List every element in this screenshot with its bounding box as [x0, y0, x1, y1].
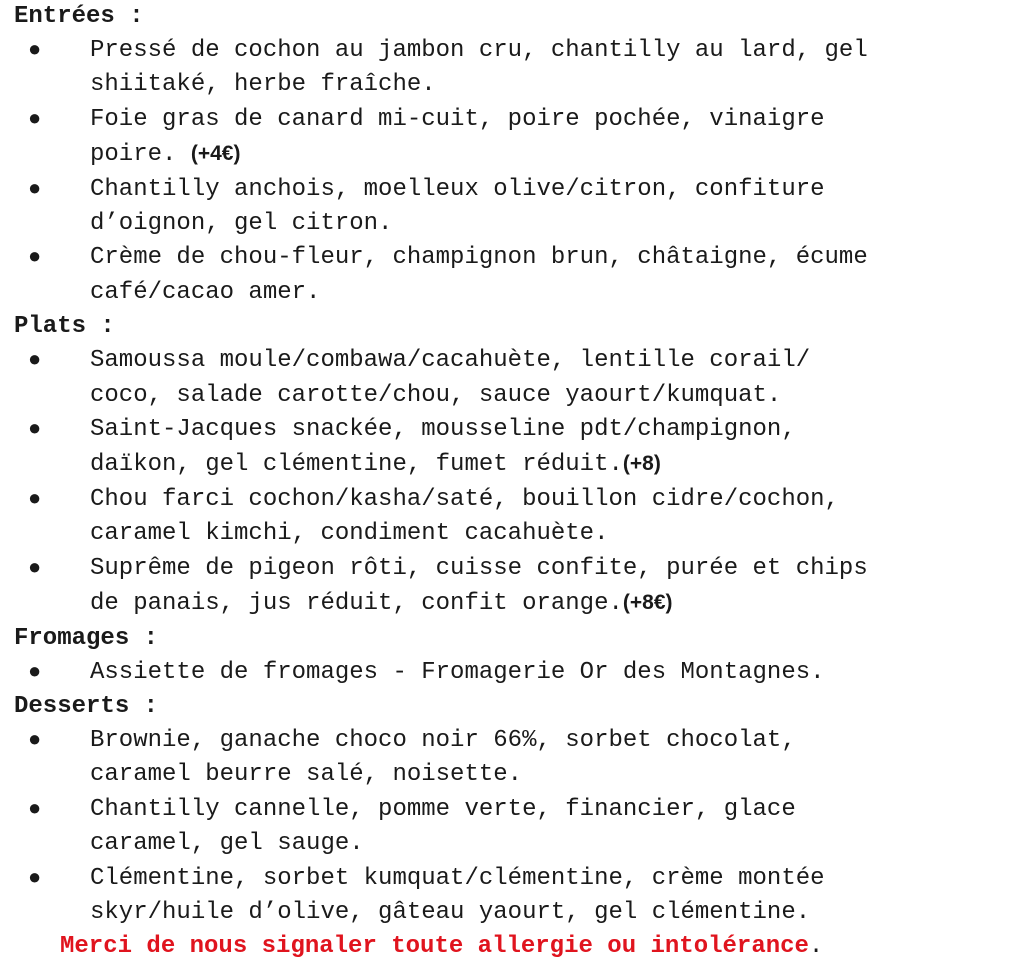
- item-price: (+4€): [190, 142, 241, 166]
- bullet-icon: ●: [28, 659, 42, 685]
- section-colon: :: [129, 692, 159, 720]
- bullet-icon: ●: [28, 486, 42, 512]
- allergy-notice: [0, 930, 1024, 964]
- menu-item: [0, 656, 1024, 690]
- item-list: [0, 724, 1024, 930]
- menu-item: [0, 724, 1024, 793]
- section-colon: :: [129, 624, 159, 652]
- bullet-icon: ●: [28, 176, 42, 202]
- section-entrees: [0, 0, 1024, 310]
- menu-item: [0, 552, 1024, 622]
- item-text: Crème de chou-fleur, champignon brun, châtaigne, écume café/cacao amer.: [90, 244, 868, 306]
- section-colon: :: [114, 3, 144, 30]
- menu-item: [0, 241, 1024, 310]
- item-price: (+8): [622, 452, 661, 476]
- item-text: Chantilly cannelle, pomme verte, financier, glace caramel, gel sauge.: [90, 795, 796, 858]
- item-text: Foie gras de canard mi-cuit, poire pochée, vinaigre poire.: [90, 105, 825, 169]
- bullet-icon: ●: [28, 555, 42, 581]
- item-text: Assiette de fromages - Fromagerie Or des Montagnes.: [90, 658, 825, 686]
- item-list: [0, 34, 1024, 310]
- menu-item: [0, 483, 1024, 552]
- menu-item: [0, 103, 1024, 173]
- item-list: [0, 344, 1024, 621]
- item-list: [0, 656, 1024, 690]
- bullet-icon: ●: [28, 865, 42, 891]
- menu-item: [0, 793, 1024, 862]
- section-heading: [0, 690, 1024, 724]
- section-colon: :: [86, 313, 115, 341]
- section-plats: [0, 310, 1024, 621]
- bullet-icon: ●: [28, 38, 42, 63]
- item-text: Chou farci cochon/kasha/saté, bouillon cidre/cochon, caramel kimchi, condiment cacahuète.: [90, 485, 839, 548]
- menu-item: [0, 173, 1024, 242]
- bullet-icon: ●: [28, 727, 42, 753]
- item-text: Suprême de pigeon rôti, cuisse confite, purée et chips de panais, jus réduit, confit orange.: [90, 554, 868, 618]
- section-heading: [0, 622, 1024, 656]
- menu-item: [0, 344, 1024, 413]
- item-text: Pressé de cochon au jambon cru, chantilly au lard, gel shiitaké, herbe fraîche.: [90, 37, 868, 99]
- section-fromages: [0, 622, 1024, 690]
- menu-item: [0, 413, 1024, 483]
- bullet-icon: ●: [28, 245, 42, 271]
- section-title: Fromages: [14, 624, 130, 652]
- item-text: Samoussa moule/combawa/cacahuète, lentille corail/ coco, salade carotte/chou, sauce yaourt/kumquat.: [90, 347, 811, 409]
- bullet-icon: ●: [28, 796, 42, 822]
- section-heading: [0, 0, 1024, 34]
- bullet-icon: ●: [28, 106, 42, 132]
- item-price: (+8€): [622, 591, 673, 615]
- item-text: Chantilly anchois, moelleux olive/citron, confiture d’oignon, gel citron.: [90, 175, 825, 238]
- section-desserts: [0, 690, 1024, 930]
- item-text: Saint-Jacques snackée, mousseline pdt/champignon, daïkon, gel clémentine, fumet réduit.: [90, 416, 796, 479]
- item-text: Brownie, ganache choco noir 66%, sorbet chocolat, caramel beurre salé, noisette.: [90, 726, 796, 789]
- section-title: Plats: [14, 313, 87, 341]
- allergy-notice-dot: .: [808, 933, 824, 961]
- bullet-icon: ●: [28, 348, 42, 374]
- section-title: Desserts: [14, 692, 130, 720]
- section-heading: [0, 310, 1024, 344]
- section-title: Entrées: [14, 3, 115, 30]
- menu-item: [0, 34, 1024, 103]
- menu-item: [0, 862, 1024, 931]
- bullet-icon: ●: [28, 417, 42, 443]
- allergy-notice-text: Merci de nous signaler toute allergie ou intolérance: [60, 933, 809, 961]
- item-text: Clémentine, sorbet kumquat/clémentine, crème montée skyr/huile d’olive, gâteau yaourt, gel clémentine.: [90, 864, 825, 926]
